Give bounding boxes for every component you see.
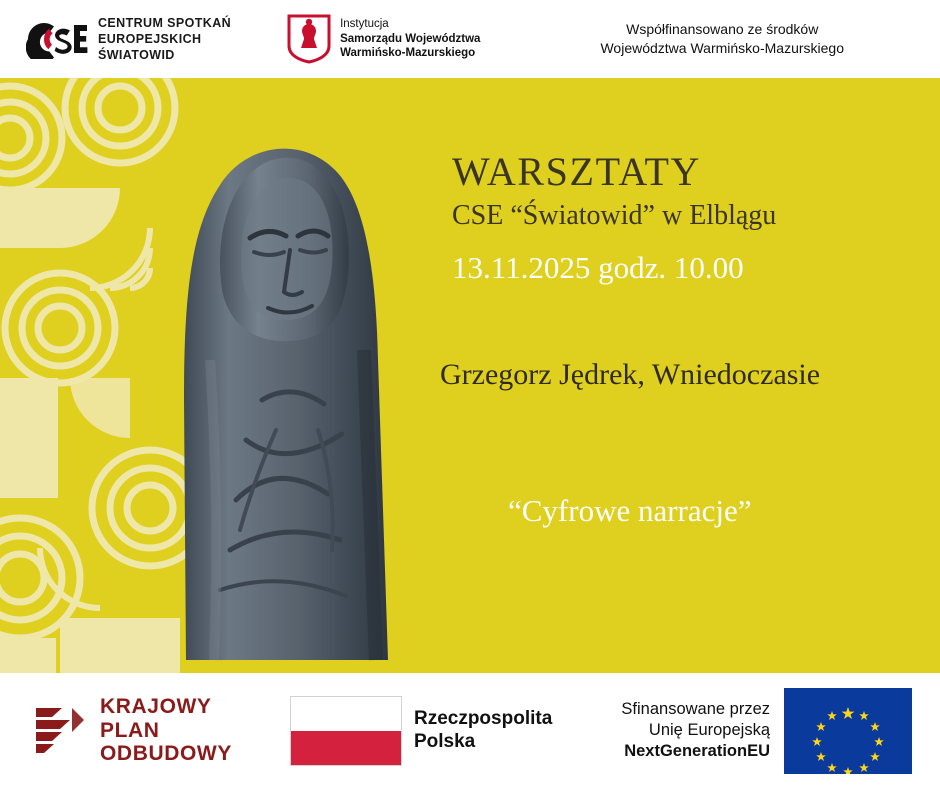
eu-line-2: Unię Europejską [648,720,770,739]
event-author: Grzegorz Jędrek, Wniedoczasie [440,358,821,391]
cse-line-3: ŚWIATOWID [98,48,175,62]
cse-logo-text [98,15,231,63]
kpo-logo [32,695,232,766]
poland-line-1: Rzeczpospolita [413,707,553,729]
poland-line-2: Polska [413,730,476,752]
eu-funding-text [621,699,770,762]
warmia-line-2: Samorządu Województwa [340,32,481,45]
cse-line-1: CENTRUM SPOTKAŃ [98,16,232,30]
cse-logo [26,15,231,63]
event-venue: CSE “Światowid” w Elblągu [452,200,777,231]
warmia-mazury-crest-icon [287,14,331,64]
statue-photo [150,100,420,670]
kpo-line-1: KRAJOWY [100,695,212,719]
cse-logo-icon [26,19,88,59]
kpo-text [100,695,232,766]
poster-footer [0,673,940,788]
warmia-line-3: Warmińsko-Mazurskiego [340,47,476,60]
event-datetime: 13.11.2025 godz. 10.00 [452,250,744,285]
poster-main [0,78,940,673]
eu-line-1: Sfinansowane przez [621,699,770,718]
cofinancing-line-2: Województwa Warmińsko-Mazurskiego [600,40,844,56]
flag-red-stripe [291,731,401,765]
warmia-line-1: Instytucja [340,17,389,30]
event-title: “Cyfrowe narracje” [508,493,752,528]
cofinancing-line-1: Współfinansowano ze środków [626,21,819,38]
eu-funding-logo [621,688,912,774]
krajowy-plan-odbudowy-icon [32,702,88,758]
event-type: WARSZTATY [452,149,701,194]
warmia-mazury-logo [287,14,480,64]
warmia-mazury-text [340,17,480,62]
eu-flag-icon [784,688,912,774]
cofinancing-note [600,20,844,58]
flag-white-stripe [291,697,401,731]
poster-header [0,0,940,78]
kpo-line-3: ODBUDOWY [100,742,232,766]
republic-of-poland-logo [290,696,552,766]
kpo-line-2: PLAN [100,718,160,742]
poland-flag-icon [290,696,402,766]
eu-line-3: NextGenerationEU [624,742,770,761]
cse-line-2: EUROPEJSKICH [98,32,202,46]
event-text-block [430,78,930,673]
republic-of-poland-text [414,708,552,754]
